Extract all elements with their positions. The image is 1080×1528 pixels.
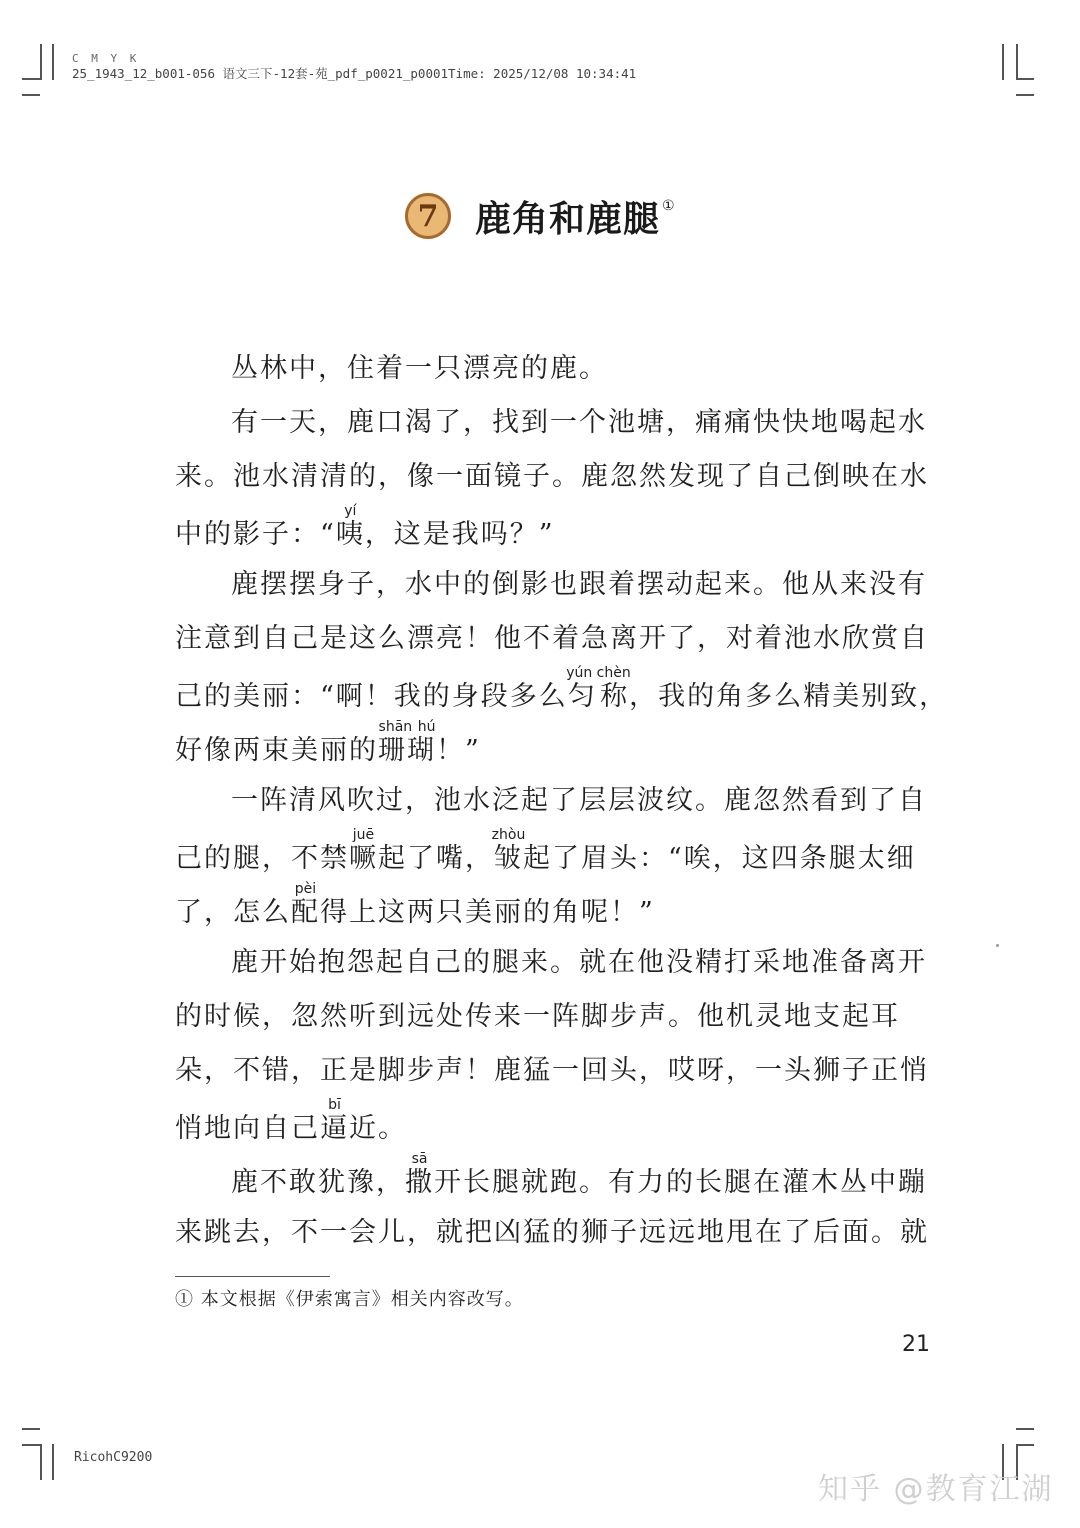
ruby-base: 皱 <box>491 843 526 874</box>
text-line <box>175 882 935 936</box>
ruby-base: 噘 <box>349 843 378 874</box>
text-line: 朵，不错，正是脚步声！鹿猛一回头，哎呀，一头狮子正悄 <box>175 1055 929 1086</box>
paragraph <box>175 342 935 396</box>
text-line: 鹿开始抱怨起自己的腿来。就在他没精打采地准备离开 <box>231 947 927 978</box>
text-line: 一阵清风吹过，池水泛起了层层波纹。鹿忽然看到了自 <box>231 785 927 816</box>
pinyin: juē <box>349 827 378 843</box>
lesson-number-badge: 7 <box>405 193 451 239</box>
ruby-base: 逼 <box>320 1113 349 1144</box>
paragraph <box>175 774 935 936</box>
pinyin: zhòu <box>491 827 526 843</box>
pinyin-annotation <box>405 1151 434 1198</box>
text-line: 注意到自己是这么漂亮！他不着急离开了，对着池水欣赏自 <box>175 623 929 654</box>
printer-label: RicohC9200 <box>74 1450 153 1465</box>
title-text: 鹿角和鹿腿 <box>475 198 661 240</box>
text-line: 鹿摆摆身子，水中的倒影也跟着摆动起来。他从来没有 <box>231 569 927 600</box>
pinyin: shān hú <box>378 719 436 735</box>
text-line: 来。池水清清的，像一面镜子。鹿忽然发现了自己倒映在水 <box>175 461 929 492</box>
crop-mark <box>52 1444 54 1480</box>
text-line: 的时候，忽然听到远处传来一阵脚步声。他机灵地支起耳 <box>175 1001 900 1032</box>
ruby-base: 咦 <box>335 519 365 550</box>
text-line <box>175 828 935 882</box>
pinyin-annotation <box>566 665 631 712</box>
pinyin-annotation <box>349 827 378 874</box>
text-segment: 了，怎么 <box>175 897 291 928</box>
crop-mark <box>52 44 54 80</box>
ruby-base: 配 <box>291 897 320 928</box>
crop-mark <box>1016 1428 1034 1430</box>
pinyin: yún chèn <box>566 665 631 681</box>
pinyin-annotation <box>491 827 526 874</box>
lesson-title <box>405 188 676 244</box>
scan-speck <box>996 944 999 947</box>
ruby-base: 匀称 <box>566 681 631 712</box>
crop-mark <box>22 94 40 96</box>
text-segment: 起了眉头：“唉，这四条腿太细 <box>523 843 916 874</box>
text-segment: 起了嘴， <box>378 843 494 874</box>
paragraph <box>175 558 949 774</box>
pinyin: yí <box>335 503 365 519</box>
text-segment: 好像两束美丽的 <box>175 735 378 766</box>
text-segment: 悄地向自己 <box>175 1113 320 1144</box>
pinyin: bī <box>320 1097 349 1113</box>
text-segment: ！” <box>436 735 481 766</box>
pinyin: pèi <box>291 881 320 897</box>
crop-mark <box>22 78 40 80</box>
crop-mark <box>1016 94 1034 96</box>
print-info: 25_1943_12_b001-056 语文三下-12套-苑_pdf_p0021_p0001Time: 2025/12/08 10:34:41 <box>72 66 637 81</box>
text-segment: 中的影子：“ <box>175 519 336 550</box>
text-line: 有一天，鹿口渴了，找到一个池塘，痛痛快快地喝起水 <box>231 407 927 438</box>
text-line: 丛林中，住着一只漂亮的鹿。 <box>231 353 608 384</box>
crop-mark <box>1002 44 1004 80</box>
ruby-base: 撒 <box>405 1167 434 1198</box>
footnote: ① 本文根据《伊索寓言》相关内容改写。 <box>175 1289 524 1310</box>
text-segment: 近。 <box>349 1113 407 1144</box>
pinyin-annotation <box>335 503 365 550</box>
article-body <box>175 342 949 1260</box>
pinyin-annotation <box>320 1097 349 1144</box>
crop-mark <box>40 44 42 80</box>
text-segment: ，我的角多么精美别致， <box>629 681 949 712</box>
footnote-marker: ① <box>662 197 676 214</box>
text-segment: 鹿不敢犹豫， <box>231 1167 405 1198</box>
text-line <box>175 665 949 720</box>
crop-mark <box>1016 44 1018 80</box>
pinyin-annotation <box>378 719 436 766</box>
text-segment: 己的美丽：“啊！我的身段多么 <box>175 681 568 712</box>
text-line <box>175 1098 935 1152</box>
text-line: 来跳去，不一会儿，就把凶猛的狮子远远地甩在了后面。就 <box>175 1217 929 1248</box>
crop-mark <box>40 1444 42 1480</box>
paragraph <box>175 396 935 558</box>
text-line <box>175 504 935 558</box>
text-line <box>175 1152 935 1206</box>
cmyk-marks: C M Y K <box>72 52 140 65</box>
page-number: 21 <box>902 1332 930 1357</box>
text-segment: 己的腿，不禁 <box>175 843 349 874</box>
pinyin-annotation <box>291 881 320 928</box>
pinyin: sā <box>405 1151 434 1167</box>
footnote-rule <box>175 1276 330 1277</box>
text-segment: 得上这两只美丽的角呢！” <box>320 897 655 928</box>
crop-mark <box>1016 78 1034 80</box>
crop-mark <box>1016 1444 1034 1446</box>
crop-mark <box>22 1444 40 1446</box>
paragraph <box>175 936 935 1152</box>
text-segment: 开长腿就跑。有力的长腿在灌木丛中蹦 <box>434 1167 927 1198</box>
text-segment: ，这是我吗？” <box>364 519 555 550</box>
lesson-title-text <box>475 191 676 242</box>
paragraph <box>175 1152 935 1260</box>
crop-mark <box>22 1428 40 1430</box>
watermark: 知乎 @教育江湖 <box>818 1472 1054 1507</box>
text-line <box>175 720 935 774</box>
ruby-base: 珊瑚 <box>378 735 436 766</box>
